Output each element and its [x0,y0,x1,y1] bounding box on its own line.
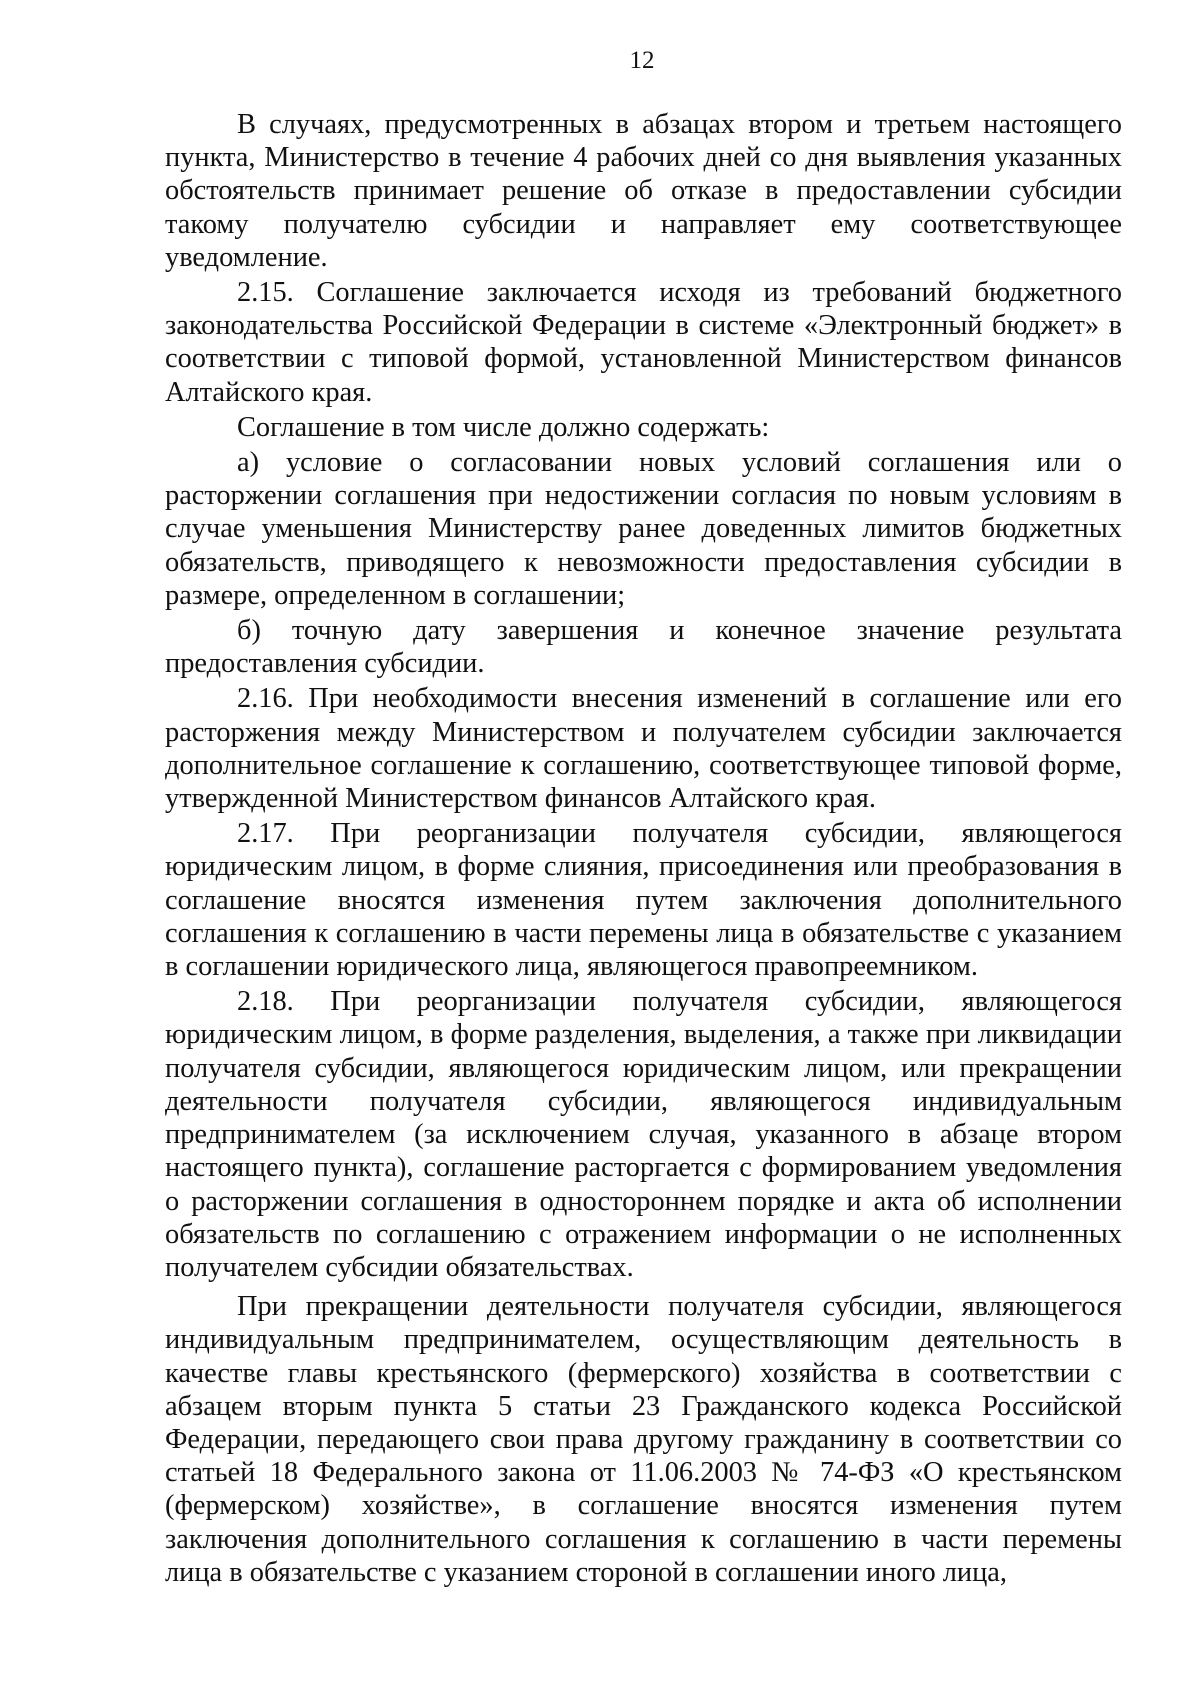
document-body [165,108,1122,1589]
paragraph-2-16: 2.16. При необходимости внесения изменений в соглашение или его расторжения между Министерством и получателем субсидии заключается дополнительное соглашение к соглашению, соответствующее типовой форме, утвержденной Министерством финансов Алтайского края. [165,683,1122,815]
paragraph-farm-head-termination: При прекращении деятельности получателя субсидии, являющегося индивидуальным предпринимателем, осуществляющим деятельность в качестве главы крестьянского (фермерского) хозяйства в соответствии с абзацем вторым пункта 5 статьи 23 Гражданского кодекса Российской Федерации, передающего свои права другому гражданину в соответствии со статьей 18 Федерального закона от 11.06.2003 № 74-ФЗ «О крестьянском (фермерском) хозяйстве», в соглашение вносятся изменения путем заключения дополнительного соглашения к соглашению в части перемены лица в обязательстве с указанием стороной в соглашении иного лица, [165,1291,1122,1588]
paragraph-item-a: а) условие о согласовании новых условий соглашения или о расторжении соглашения при недостижении согласия по новым условиям в случае уменьшения Министерству ранее доведенных лимитов бюджетных обязательств, приводящего к невозможности предоставления субсидии в размере, определенном в соглашении; [165,447,1122,611]
paragraph-refusal-notice: В случаях, предусмотренных в абзацах втором и третьем настоящего пункта, Министерство в течение 4 рабочих дней со дня выявления указанных обстоятельств принимает решение об отказе в предоставлении субсидии такому получателю субсидии и направляет ему соответствующее уведомление. [165,109,1122,273]
page-number: 12 [629,47,655,74]
paragraph-agreement-contents: Соглашение в том числе должно содержать: [237,411,770,443]
paragraph-2-17: 2.17. При реорганизации получателя субсидии, являющегося юридическим лицом, в форме слияния, присоединения или преобразования в соглашение вносятся изменения путем заключения дополнительного соглашения к соглашению в части перемены лица в обязательстве с указанием в соглашении юридического лица, являющегося правопреемником. [165,818,1122,983]
paragraph-2-18: 2.18. При реорганизации получателя субсидии, являющегося юридическим лицом, в форме разделения, выделения, а также при ликвидации получателя субсидии, являющегося юридическим лицом, или прекращении деятельности получателя субсидии, являющегося индивидуальным предпринимателем (за исключением случая, указанного в абзаце втором настоящего пункта), соглашение расторгается с формированием уведомления о расторжении соглашения в одностороннем порядке и акта об исполнении обязательств по соглашению с отражением информации о не исполненных получателем субсидии обязательствах. [165,986,1122,1283]
paragraph-2-15: 2.15. Соглашение заключается исходя из требований бюджетного законодательства Российской Федерации в системе «Электронный бюджет» в соответствии с типовой формой, установленной Министерством финансов Алтайского края. [165,277,1122,408]
paragraph-item-b: б) точную дату завершения и конечное значение результата предоставления субсидии. [165,615,1122,680]
